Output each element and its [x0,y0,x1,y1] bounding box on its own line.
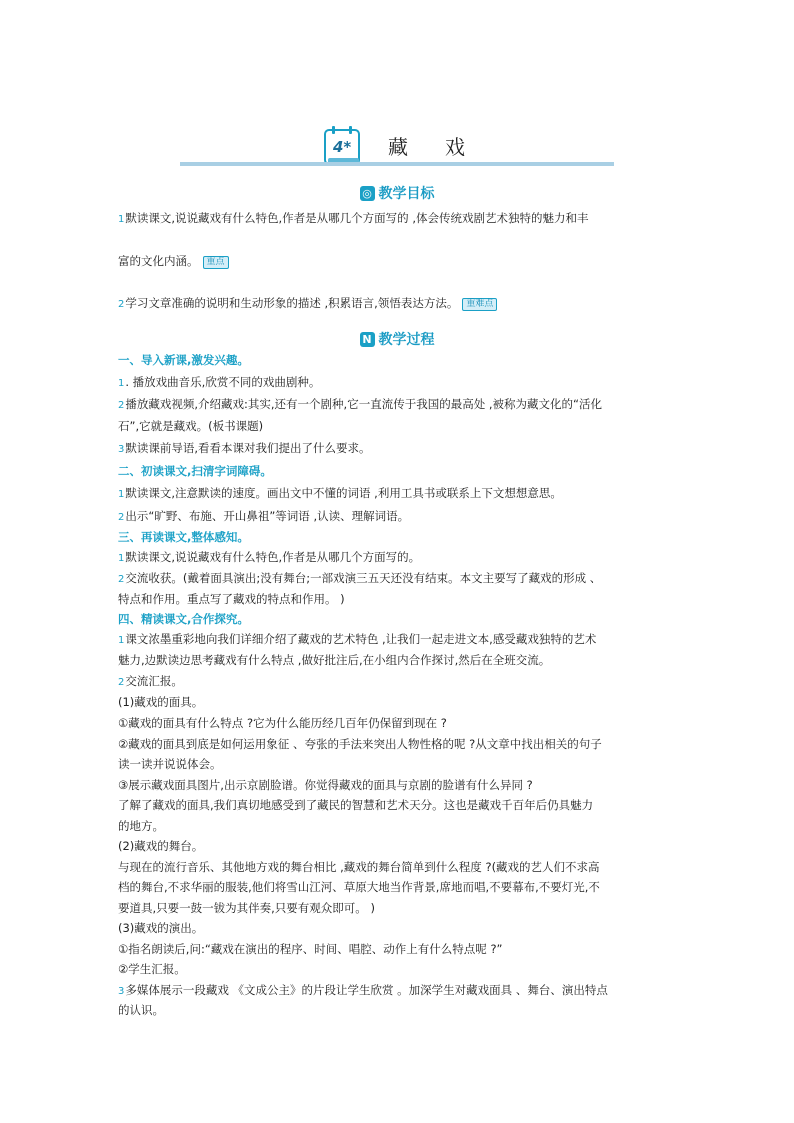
list-item-cont: 的认识。 [118,1003,164,1017]
section-3-title: 三、再读课文,整体感知。 [118,530,249,544]
goal-item-1: 1默读课文,说说藏戏有什么特色,作者是从哪几个方面写的 ,体会传统戏剧艺术独特的魅力和丰 [118,211,589,225]
paragraph-line: 的地方。 [118,819,164,833]
paragraph-line: ①藏戏的面具有什么特点 ?它为什么能历经几百年仍保留到现在 ? [118,716,447,730]
list-item: 1默读课文,注意默读的速度。画出文中不懂的词语 ,利用工具书或联系上下文想想意思。 [118,486,562,500]
section-2-title: 二、初读课文,扫清字词障碍。 [118,464,272,478]
paragraph-line: (1)藏戏的面具。 [118,695,204,709]
list-item: 1默读课文,说说藏戏有什么特色,作者是从哪几个方面写的。 [118,550,421,564]
list-item: 1课文浓墨重彩地向我们详细介绍了藏戏的艺术特色 ,让我们一起走进文本,感受藏戏独特的艺术 [118,632,597,646]
process-heading [0,329,794,349]
goals-heading-label: 教学目标 [378,186,435,202]
goal-item-2: 2学习文章准确的说明和生动形象的描述 ,积累语言,领悟表达方法。 重难点 [118,295,497,313]
paragraph-line: 读一读并说说体会。 [118,757,222,771]
list-item-cont: 石”,它就是藏戏。(板书课题) [118,419,264,433]
paragraph-line: (3)藏戏的演出。 [118,921,204,935]
lesson-number: 4* [333,138,352,156]
title-char-2: 戏 [445,135,465,159]
paragraph-line: ②学生汇报。 [118,962,186,976]
list-item: 2交流汇报。 [118,674,183,688]
paragraph-line: (2)藏戏的舞台。 [118,839,204,853]
list-item: 2出示“旷野、布施、开山鼻祖”等词语 ,认读、理解词语。 [118,509,410,523]
goals-heading [0,183,794,203]
paragraph-line: 与现在的流行音乐、其他地方戏的舞台相比 ,藏戏的舞台简单到什么程度 ?(藏戏的艺人们不求高 [118,860,600,874]
section-1-title: 一、导入新课,激发兴趣。 [118,353,249,367]
list-item: 3多媒体展示一段藏戏 《文成公主》的片段让学生欣赏 。加深学生对藏戏面具 、舞台、演出特点 [118,983,608,997]
list-item: 3默读课前导语,看看本课对我们提出了什么要求。 [118,441,371,455]
list-item: 2交流收获。(戴着面具演出;没有舞台;一部戏演三五天还没有结束。本文主要写了藏戏的形成 、 [118,571,602,585]
list-item-cont: 特点和作用。重点写了藏戏的特点和作用。 ) [118,592,345,606]
paragraph-line: ②藏戏的面具到底是如何运用象征 、夸张的手法来突出人物性格的呢 ?从文章中找出相关的句子 [118,737,602,751]
paragraph-line: 要道具,只要一鼓一钹为其伴奏,只要有观众即可。 ) [118,901,375,915]
paragraph-line: 了解了藏戏的面具,我们真切地感受到了藏民的智慧和艺术天分。这也是藏戏千百年后仍具魅力 [118,798,594,812]
list-item-cont: 魅力,边默读边思考藏戏有什么特点 ,做好批注后,在小组内合作探讨,然后在全班交流。 [118,653,551,667]
process-heading-label: 教学过程 [378,332,435,348]
goal-item-1-cont: 富的文化内涵。 重点 [118,253,229,269]
paragraph-line: ③展示藏戏面具图片,出示京剧脸谱。你觉得藏戏的面具与京剧的脸谱有什么异同 ? [118,778,533,792]
process-icon: N [360,332,375,347]
difficult-point-badge: 重难点 [462,298,497,311]
list-item: 1. 播放戏曲音乐,欣赏不同的戏曲剧种。 [118,375,321,389]
target-icon: ◎ [360,186,375,201]
paragraph-line: 档的舞台,不求华丽的服装,他们将雪山江河、草原大地当作背景,席地而唱,不要幕布,不要灯光,不 [118,880,600,894]
paragraph-line: ①指名朗读后,问:“藏戏在演出的程序、时间、唱腔、动作上有什么特点呢 ?” [118,942,503,956]
title-rule [180,162,614,166]
list-item: 2播放藏戏视频,介绍藏戏:其实,还有一个剧种,它一直流传于我国的最高处 ,被称为藏文化的“活化 [118,397,602,411]
section-4-title: 四、精读课文,合作探究。 [118,612,249,626]
title-char-1: 藏 [388,135,408,159]
key-point-badge: 重点 [203,256,229,269]
